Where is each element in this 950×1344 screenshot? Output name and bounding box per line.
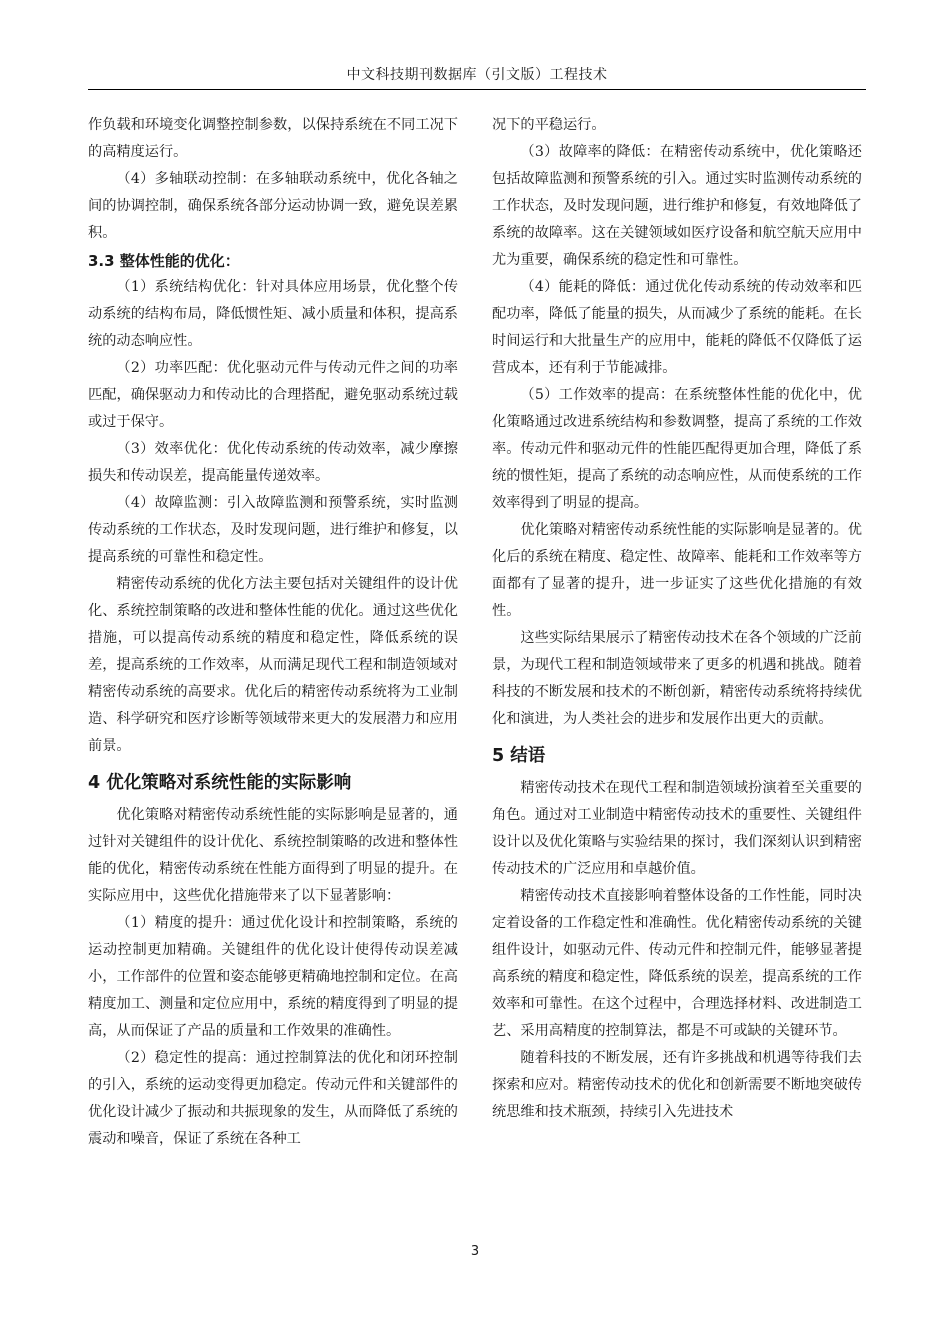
header-rule [88, 89, 866, 90]
paragraph-conclusion-1: 精密传动技术在现代工程和制造领域扮演着至关重要的角色。通过对工业制造中精密传动技术的重要性、关键组件设计以及优化策略与实验结果的探讨，我们深刻认识到精密传动技术的广泛应用和卓越价值。 [492, 780, 862, 877]
paragraph: 作负载和环境变化调整控制参数，以保持系统在不同工况下的高精度运行。 [88, 117, 458, 160]
right-column [492, 112, 862, 1126]
paragraph-prospects: 这些实际结果展示了精密传动技术在各个领域的广泛前景，为现代工程和制造领域带来了更多的机遇和挑战。随着科技的不断发展和技术的不断创新，精密传动系统将持续优化和演进，为人类社会的进步和发展作出更大的贡献。 [492, 630, 862, 727]
paragraph-intro: 优化策略对精密传动系统性能的实际影响是显著的，通过针对关键组件的设计优化、系统控制策略的改进和整体性能的优化，精密传动系统在性能方面得到了明显的提升。在实际应用中，这些优化措施带来了以下显著影响： [88, 807, 458, 904]
paragraph-impact-summary: 优化策略对精密传动系统性能的实际影响是显著的。优化后的系统在精度、稳定性、故障率、能耗和工作效率等方面都有了显著的提升，进一步证实了这些优化措施的有效性。 [492, 522, 862, 619]
list-item-structure: （1）系统结构优化：针对具体应用场景，优化整个传动系统的结构布局，降低惯性矩、减小质量和体积，提高系统的动态响应性。 [88, 279, 458, 349]
paragraph-continued: 况下的平稳运行。 [492, 117, 606, 133]
left-column [88, 112, 458, 1153]
list-item-energy: （4）能耗的降低：通过优化传动系统的传动效率和匹配功率，降低了能量的损失，从而减少了系统的能耗。在长时间运行和大批量生产的应用中，能耗的降低不仅降低了运营成本，还有利于节能减排。 [492, 279, 862, 376]
section-heading-4: 4 优化策略对系统性能的实际影响 [88, 773, 352, 793]
section-heading-5: 5 结语 [492, 746, 546, 766]
list-item-work-efficiency: （5）工作效率的提高：在系统整体性能的优化中，优化策略通过改进系统结构和参数调整，提高了系统的工作效率。传动元件和驱动元件的性能匹配得更加合理，降低了系统的惯性矩，提高了系统的动态响应性，从而使系统的工作效率得到了明显的提高。 [492, 387, 862, 511]
list-item-fault: （4）故障监测：引入故障监测和预警系统，实时监测传动系统的工作状态，及时发现问题，进行维护和修复，以提高系统的可靠性和稳定性。 [88, 495, 458, 565]
list-item-stability: （2）稳定性的提高：通过控制算法的优化和闭环控制的引入，系统的运动变得更加稳定。传动元件和关键部件的优化设计减少了振动和共振现象的发生，从而降低了系统的震动和噪音，保证了系统在各种工 [88, 1050, 458, 1147]
paragraph-summary: 精密传动系统的优化方法主要包括对关键组件的设计优化、系统控制策略的改进和整体性能的优化。通过这些优化措施，可以提高传动系统的精度和稳定性，降低系统的误差，提高系统的工作效率，从而满足现代工程和制造领域对精密传动系统的高要求。优化后的精密传动系统将为工业制造、科学研究和医疗诊断等领域带来更大的发展潜力和应用前景。 [88, 576, 458, 754]
list-item-failure-rate: （3）故障率的降低：在精密传动系统中，优化策略还包括故障监测和预警系统的引入。通过实时监测传动系统的工作状态，及时发现问题，进行维护和修复，有效地降低了系统的故障率。这在关键领域如医疗设备和航空航天应用中尤为重要，确保系统的稳定性和可靠性。 [492, 144, 862, 268]
paragraph-conclusion-3: 随着科技的不断发展，还有许多挑战和机遇等待我们去探索和应对。精密传动技术的优化和创新需要不断地突破传统思维和技术瓶颈，持续引入先进技术 [492, 1050, 862, 1120]
journal-header: 中文科技期刊数据库（引文版）工程技术 [346, 67, 608, 83]
page-number: 3 [470, 1244, 480, 1259]
paragraph-conclusion-2: 精密传动技术直接影响着整体设备的工作性能，同时决定着设备的工作稳定性和准确性。优化精密传动系统的关键组件设计，如驱动元件、传动元件和控制元件，能够显著提高系统的精度和稳定性，降低系统的误差，提高系统的工作效率和可靠性。在这个过程中，合理选择材料、改进制造工艺、采用高精度的控制算法，都是不可或缺的关键环节。 [492, 888, 862, 1039]
list-item-precision: （1）精度的提升：通过优化设计和控制策略，系统的运动控制更加精确。关键组件的优化设计使得传动误差减小，工作部件的位置和姿态能够更精确地控制和定位。在高精度加工、测量和定位应用中，系统的精度得到了明显的提高，从而保证了产品的质量和工作效果的准确性。 [88, 915, 458, 1039]
list-item-efficiency: （3）效率优化：优化传动系统的传动效率，减少摩擦损失和传动误差，提高能量传递效率。 [88, 441, 458, 484]
list-item-power: （2）功率匹配：优化驱动元件与传动元件之间的功率匹配，确保驱动力和传动比的合理搭配，避免驱动系统过载或过于保守。 [88, 360, 458, 430]
section-heading-3-3: 3.3 整体性能的优化： [88, 252, 240, 270]
list-item-multi-axis: （4）多轴联动控制：在多轴联动系统中，优化各轴之间的协调控制，确保系统各部分运动协调一致，避免误差累积。 [88, 171, 458, 241]
